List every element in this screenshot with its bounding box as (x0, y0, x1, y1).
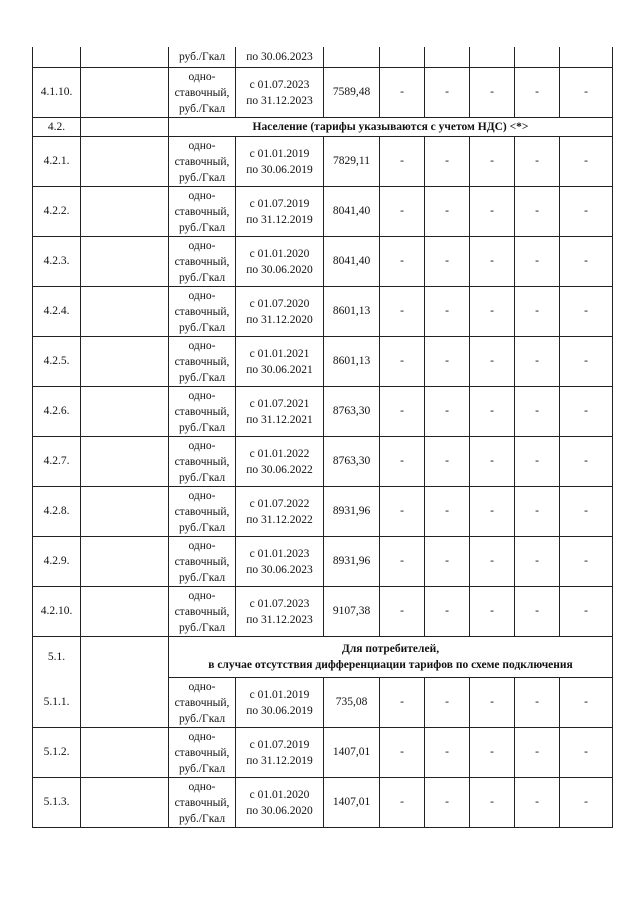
tariff-value: 7589,48 (324, 68, 380, 118)
dash-cell: - (380, 68, 425, 118)
empty-cell (324, 47, 380, 68)
row-number: 4.2.7. (33, 437, 81, 487)
period-text: с 01.07.2020 (249, 297, 310, 310)
table-row (33, 678, 613, 728)
unit-text: руб./Гкал (178, 102, 226, 115)
row-number: 4.2.9. (33, 537, 81, 587)
dash-cell: - (560, 337, 613, 387)
dash-cell: - (380, 237, 425, 287)
dash-cell: - (560, 437, 613, 487)
unit-text: ставочный, (174, 86, 230, 99)
unit-text: руб./Гкал (178, 171, 226, 184)
period-cell (236, 187, 324, 237)
dash-cell: - (560, 187, 613, 237)
table-row (33, 68, 613, 118)
tariff-value: 8041,40 (324, 187, 380, 237)
section-title-line: Для потребителей, (341, 643, 440, 655)
dash-cell: - (560, 487, 613, 537)
dash-cell: - (380, 678, 425, 728)
unit-cell (169, 678, 236, 728)
unit-text: руб./Гкал (178, 812, 226, 825)
unit-cell (169, 287, 236, 337)
period-text: с 01.01.2019 (249, 688, 310, 701)
unit-text: ставочный, (174, 405, 230, 418)
empty-cell (81, 337, 169, 387)
unit-text: одно- (188, 539, 216, 552)
dash-cell: - (425, 237, 470, 287)
table-row (33, 137, 613, 187)
dash-cell: - (380, 537, 425, 587)
dash-cell: - (470, 68, 515, 118)
period-text: с 01.01.2019 (249, 147, 310, 160)
period-text: по 30.06.2022 (246, 463, 313, 476)
empty-cell (81, 537, 169, 587)
dash-cell: - (425, 337, 470, 387)
unit-cell: руб./Гкал (169, 47, 236, 68)
empty-cell (33, 47, 81, 68)
tariff-value: 1407,01 (324, 728, 380, 778)
tariff-value: 8601,13 (324, 287, 380, 337)
row-number: 5.1.2. (33, 728, 81, 778)
row-number: 4.2.3. (33, 237, 81, 287)
unit-cell (169, 187, 236, 237)
dash-cell: - (515, 778, 560, 828)
unit-text: ставочный, (174, 205, 230, 218)
table-row (33, 337, 613, 387)
unit-cell (169, 537, 236, 587)
section-header-row (33, 637, 613, 678)
tariff-value: 8931,96 (324, 487, 380, 537)
unit-cell (169, 728, 236, 778)
unit-text: одно- (188, 680, 216, 693)
period-text: по 30.06.2020 (246, 263, 313, 276)
tariff-value: 8601,13 (324, 337, 380, 387)
period-text: по 31.12.2023 (246, 613, 313, 626)
unit-cell (169, 68, 236, 118)
section-title: Население (тарифы указываются с учетом НДС) <*> (169, 118, 613, 137)
dash-cell: - (515, 287, 560, 337)
dash-cell: - (380, 287, 425, 337)
row-number: 4.1.10. (33, 68, 81, 118)
dash-cell: - (515, 487, 560, 537)
table-row (33, 778, 613, 828)
dash-cell: - (425, 68, 470, 118)
table-row (33, 287, 613, 337)
period-cell (236, 728, 324, 778)
dash-cell: - (425, 387, 470, 437)
empty-cell (515, 47, 560, 68)
period-text: по 31.12.2019 (246, 754, 313, 767)
unit-text: одно- (188, 289, 216, 302)
unit-text: одно- (188, 70, 216, 83)
row-number: 4.2.8. (33, 487, 81, 537)
period-text: по 31.12.2022 (246, 513, 313, 526)
table-row (33, 537, 613, 587)
table-body (33, 47, 613, 828)
unit-text: ставочный, (174, 155, 230, 168)
dash-cell: - (515, 437, 560, 487)
section-title (169, 637, 613, 678)
unit-text: руб./Гкал (178, 762, 226, 775)
period-text: с 01.07.2021 (249, 397, 310, 410)
empty-cell (81, 237, 169, 287)
period-text: по 30.06.2019 (246, 163, 313, 176)
empty-cell (81, 778, 169, 828)
dash-cell: - (425, 678, 470, 728)
row-number: 4.2.2. (33, 187, 81, 237)
period-cell (236, 237, 324, 287)
dash-cell: - (470, 387, 515, 437)
period-text: с 01.07.2019 (249, 197, 310, 210)
dash-cell: - (425, 487, 470, 537)
empty-cell (81, 187, 169, 237)
dash-cell: - (515, 68, 560, 118)
dash-cell: - (470, 728, 515, 778)
dash-cell: - (425, 287, 470, 337)
unit-cell (169, 437, 236, 487)
section-title-line: в случае отсутствия дифференциации тарифов по схеме подключения (208, 659, 573, 671)
row-number: 4.2.10. (33, 587, 81, 637)
section-header-row (33, 118, 613, 137)
dash-cell: - (515, 678, 560, 728)
empty-cell (380, 47, 425, 68)
tariff-value: 8763,30 (324, 437, 380, 487)
section-number: 5.1. (33, 637, 81, 678)
empty-cell (81, 637, 169, 678)
table-row (33, 187, 613, 237)
period-text: с 01.07.2023 (249, 597, 310, 610)
dash-cell: - (470, 678, 515, 728)
period-text: по 30.06.2019 (246, 704, 313, 717)
period-cell (236, 678, 324, 728)
empty-cell (81, 678, 169, 728)
tariff-value: 9107,38 (324, 587, 380, 637)
unit-text: ставочный, (174, 455, 230, 468)
unit-text: одно- (188, 589, 216, 602)
period-cell (236, 437, 324, 487)
period-cell (236, 287, 324, 337)
dash-cell: - (560, 728, 613, 778)
period-text: по 30.06.2021 (246, 363, 313, 376)
unit-text: одно- (188, 730, 216, 743)
period-text: по 31.12.2021 (246, 413, 313, 426)
empty-cell (81, 118, 169, 137)
empty-cell (425, 47, 470, 68)
dash-cell: - (380, 487, 425, 537)
tariff-value: 8041,40 (324, 237, 380, 287)
dash-cell: - (560, 778, 613, 828)
dash-cell: - (470, 237, 515, 287)
tariff-value: 735,08 (324, 678, 380, 728)
empty-cell (560, 47, 613, 68)
empty-cell (81, 728, 169, 778)
unit-text: ставочный, (174, 255, 230, 268)
period-text: с 01.01.2021 (249, 347, 310, 360)
unit-cell (169, 337, 236, 387)
unit-text: ставочный, (174, 746, 230, 759)
unit-text: одно- (188, 439, 216, 452)
table-row (33, 437, 613, 487)
row-number: 4.2.5. (33, 337, 81, 387)
empty-cell (81, 47, 169, 68)
dash-cell: - (380, 587, 425, 637)
dash-cell: - (515, 387, 560, 437)
period-cell (236, 337, 324, 387)
unit-text: одно- (188, 780, 216, 793)
period-text: с 01.07.2023 (249, 78, 310, 91)
empty-cell (81, 287, 169, 337)
unit-text: ставочный, (174, 305, 230, 318)
tariff-value: 1407,01 (324, 778, 380, 828)
unit-text: руб./Гкал (178, 571, 226, 584)
dash-cell: - (515, 587, 560, 637)
dash-cell: - (470, 537, 515, 587)
unit-text: руб./Гкал (178, 521, 226, 534)
dash-cell: - (380, 337, 425, 387)
empty-cell (81, 137, 169, 187)
dash-cell: - (380, 387, 425, 437)
dash-cell: - (425, 778, 470, 828)
period-cell (236, 487, 324, 537)
period-text: с 01.01.2020 (249, 247, 310, 260)
unit-text: руб./Гкал (178, 321, 226, 334)
period-text: с 01.01.2023 (249, 547, 310, 560)
row-number: 4.2.4. (33, 287, 81, 337)
unit-cell (169, 237, 236, 287)
period-text: по 31.12.2020 (246, 313, 313, 326)
empty-cell (81, 68, 169, 118)
table-row (33, 237, 613, 287)
dash-cell: - (515, 137, 560, 187)
dash-cell: - (380, 778, 425, 828)
tariff-value: 8763,30 (324, 387, 380, 437)
empty-cell (81, 587, 169, 637)
unit-text: руб./Гкал (178, 221, 226, 234)
unit-cell (169, 137, 236, 187)
unit-text: ставочный, (174, 796, 230, 809)
period-text: с 01.01.2022 (249, 447, 310, 460)
dash-cell: - (560, 387, 613, 437)
tariff-table (32, 47, 613, 828)
period-cell (236, 387, 324, 437)
dash-cell: - (425, 587, 470, 637)
unit-text: руб./Гкал (178, 712, 226, 725)
period-cell (236, 68, 324, 118)
dash-cell: - (470, 778, 515, 828)
section-number: 4.2. (33, 118, 81, 137)
period-text: по 30.06.2020 (246, 804, 313, 817)
unit-text: ставочный, (174, 696, 230, 709)
period-cell (236, 137, 324, 187)
dash-cell: - (470, 337, 515, 387)
unit-text: руб./Гкал (178, 621, 226, 634)
dash-cell: - (560, 678, 613, 728)
table-row (33, 387, 613, 437)
dash-cell: - (380, 437, 425, 487)
dash-cell: - (425, 137, 470, 187)
dash-cell: - (470, 487, 515, 537)
unit-text: ставочный, (174, 555, 230, 568)
empty-cell (81, 387, 169, 437)
table-row (33, 487, 613, 537)
tariff-value: 8931,96 (324, 537, 380, 587)
unit-text: одно- (188, 239, 216, 252)
dash-cell: - (515, 237, 560, 287)
dash-cell: - (380, 728, 425, 778)
table-row (33, 587, 613, 637)
dash-cell: - (470, 287, 515, 337)
empty-cell (470, 47, 515, 68)
dash-cell: - (560, 587, 613, 637)
tariff-value: 7829,11 (324, 137, 380, 187)
dash-cell: - (380, 187, 425, 237)
unit-text: одно- (188, 389, 216, 402)
row-number: 5.1.1. (33, 678, 81, 728)
unit-text: руб./Гкал (178, 471, 226, 484)
unit-text: одно- (188, 139, 216, 152)
dash-cell: - (470, 437, 515, 487)
dash-cell: - (560, 137, 613, 187)
dash-cell: - (560, 237, 613, 287)
unit-text: руб./Гкал (178, 421, 226, 434)
dash-cell: - (560, 68, 613, 118)
dash-cell: - (470, 187, 515, 237)
dash-cell: - (425, 437, 470, 487)
dash-cell: - (380, 137, 425, 187)
unit-text: руб./Гкал (178, 271, 226, 284)
period-text: с 01.07.2019 (249, 738, 310, 751)
row-number: 4.2.1. (33, 137, 81, 187)
period-text: по 31.12.2023 (246, 94, 313, 107)
dash-cell: - (515, 728, 560, 778)
continuation-row (33, 47, 613, 68)
period-cell (236, 778, 324, 828)
unit-text: одно- (188, 489, 216, 502)
dash-cell: - (560, 537, 613, 587)
unit-cell (169, 387, 236, 437)
period-cell (236, 537, 324, 587)
unit-cell (169, 778, 236, 828)
unit-text: ставочный, (174, 505, 230, 518)
dash-cell: - (560, 287, 613, 337)
unit-cell (169, 487, 236, 537)
dash-cell: - (425, 537, 470, 587)
empty-cell (81, 437, 169, 487)
unit-text: ставочный, (174, 355, 230, 368)
dash-cell: - (515, 337, 560, 387)
period-text: с 01.01.2020 (249, 788, 310, 801)
row-number: 4.2.6. (33, 387, 81, 437)
empty-cell (81, 487, 169, 537)
period-text: с 01.07.2022 (249, 497, 310, 510)
dash-cell: - (470, 587, 515, 637)
period-text: по 30.06.2023 (246, 563, 313, 576)
dash-cell: - (470, 137, 515, 187)
period-text: по 31.12.2019 (246, 213, 313, 226)
table-row (33, 728, 613, 778)
unit-text: одно- (188, 339, 216, 352)
period-cell (236, 587, 324, 637)
unit-text: одно- (188, 189, 216, 202)
dash-cell: - (425, 187, 470, 237)
dash-cell: - (515, 187, 560, 237)
period-cell: по 30.06.2023 (236, 47, 324, 68)
unit-text: ставочный, (174, 605, 230, 618)
dash-cell: - (425, 728, 470, 778)
row-number: 5.1.3. (33, 778, 81, 828)
unit-text: руб./Гкал (178, 371, 226, 384)
unit-cell (169, 587, 236, 637)
dash-cell: - (515, 537, 560, 587)
